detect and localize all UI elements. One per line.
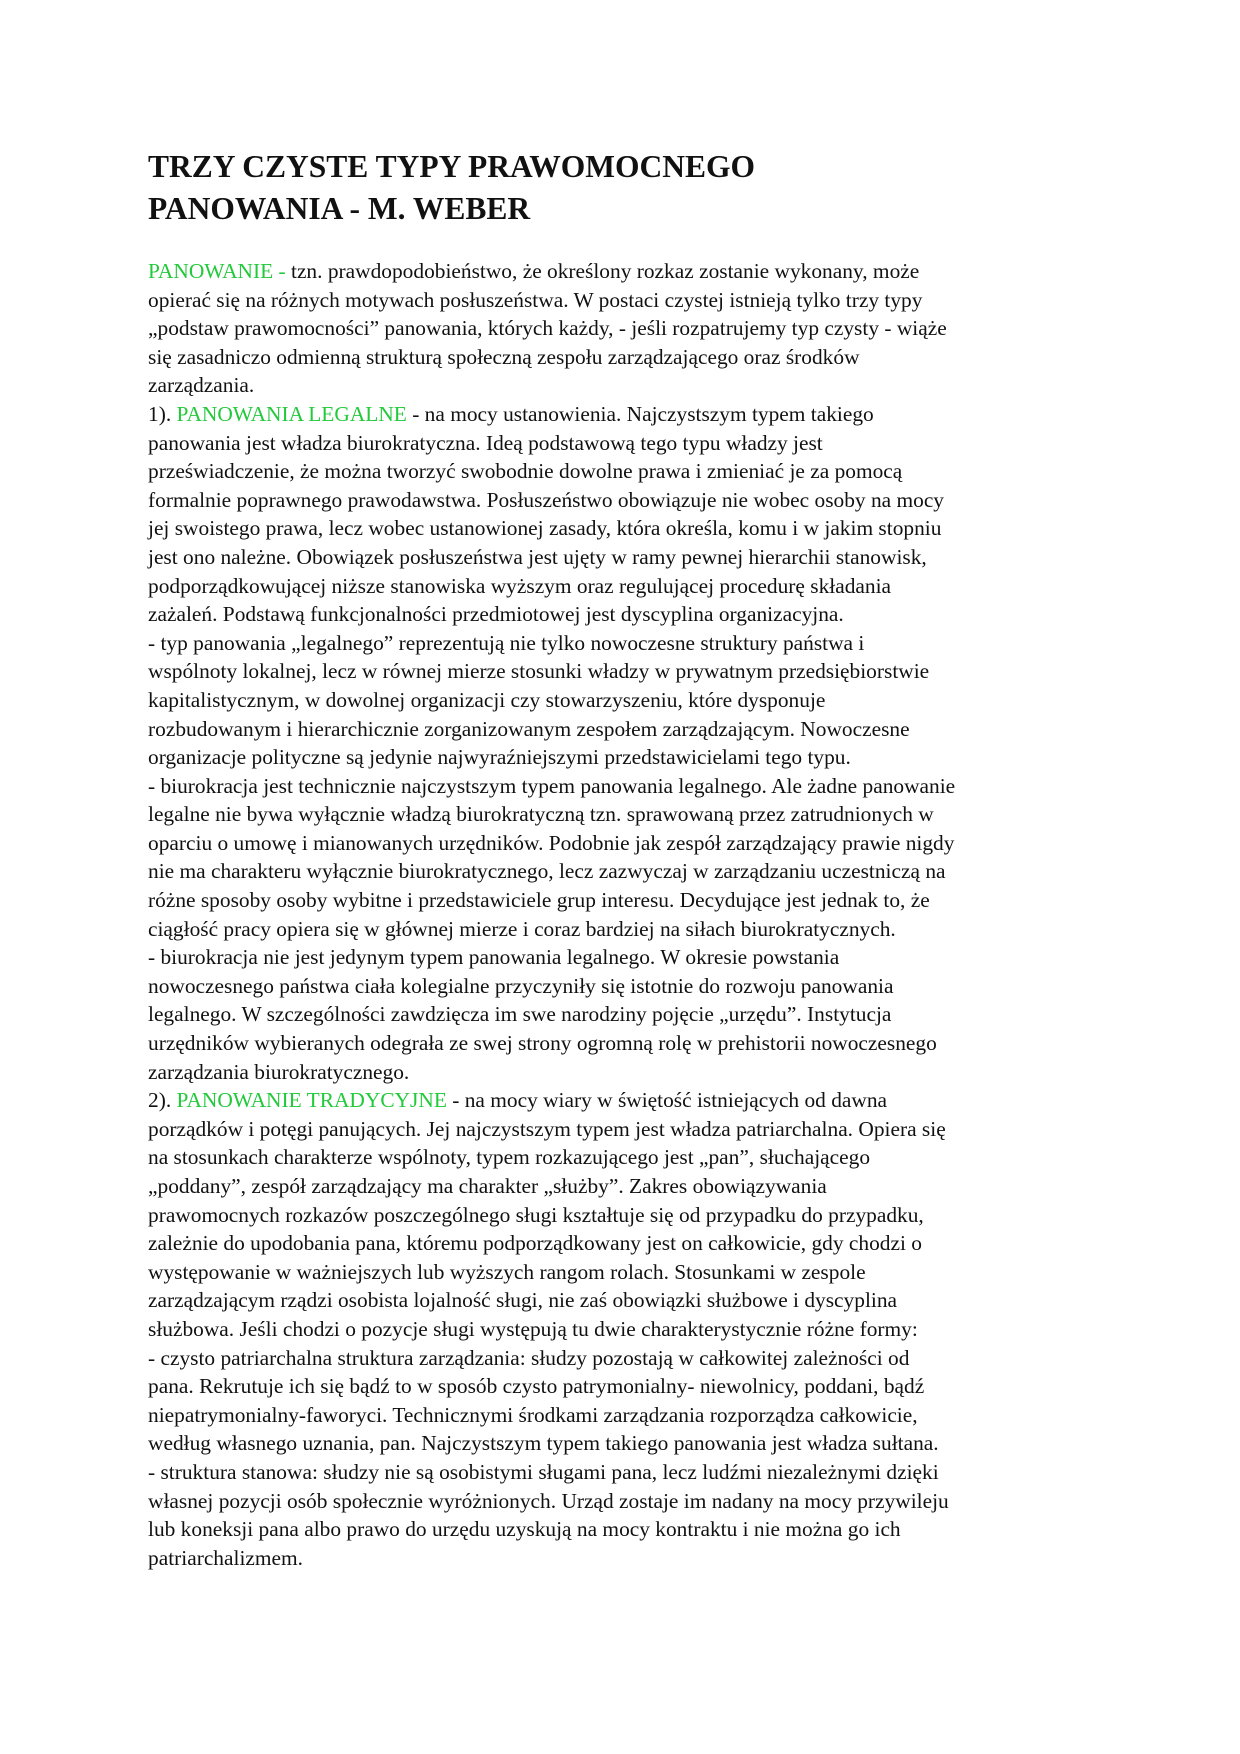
title-line-2: PANOWANIA - M. WEBER: [148, 191, 531, 226]
title-line-1: TRZY CZYSTE TYPY PRAWOMOCNEGO: [148, 149, 756, 184]
document-title: [148, 146, 1098, 230]
document-body: [148, 257, 1098, 1572]
section-2-term: PANOWANIE TRADYCYJNE: [176, 1088, 453, 1113]
intro-term: PANOWANIE -: [148, 259, 291, 283]
document-page: [148, 146, 1098, 1572]
section-1-text: - na mocy ustanowienia. Najczystszym typem takiego panowania jest władza biurokratyczna. Ideą podstawową tego typu władzy jest przeświadczenie, że można tworzyć swobodnie dowolne prawa i zmieniać je za pomocą formalnie poprawnego prawodawstwa. Posłuszeństwo obowiązuje nie wobec osoby na mocy jej swoistego prawa, lecz wobec ustanowionej zasady, która określa, komu i w jakim stopniu jest ono należne. Obowiązek posłuszeństwa jest ujęty w ramy pewnej hierarchii stanowisk, podporządkowującej niższe stanowiska wyższym oraz regulującej procedurę składania zażaleń. Podstawą funkcjonalności przedmiotowej jest dyscyplina organizacyjna. - typ panowania „legalnego” reprezentują nie tylko nowoczesne struktury państwa i wspólnoty lokalnej, lecz w równej mierze stosunki władzy w prywatnym przedsiębiorstwie kapitalistycznym, w dowolnej organizacji czy stowarzyszeniu, które dysponuje rozbudowanym i hierarchicznie zorganizowanym zespołem zarządzającym. Nowoczesne organizacje polityczne są jedynie najwyraźniejszymi przedstawicielami tego typu. - biurokracja jest technicznie najczystszym typem panowania legalnego. Ale żadne panowanie legalne nie bywa wyłącznie władzą biurokratyczną tzn. sprawowaną przez zatrudnionych w oparciu o umowę i mianowanych urzędników. Podobnie jak zespół zarządzający prawie nigdy nie ma charakteru wyłącznie biurokratycznego, lecz zazwyczaj w zarządzaniu uczestniczą na różne sposoby osoby wybitne i przedstawiciele grup interesu. Decydujące jest jednak to, że ciągłość pracy opiera się w głównej mierze i coraz bardziej na siłach biurokratycznych. - biurokracja nie jest jedynym typem panowania legalnego. W okresie powstania nowoczesnego państwa ciała kolegialne przyczyniły się istotnie do rozwoju panowania legalnego. W szczególności zawdzięcza im swe narodziny pojęcie „urzędu”. Instytucja urzędników wybieranych odegrała ze swej strony ogromną rolę w prehistorii nowoczesnego zarządzania biurokratycznego.: [148, 401, 956, 1084]
section-1-number: 1).: [148, 401, 177, 426]
section-1-term: PANOWANIA LEGALNE: [176, 401, 413, 426]
intro-text: tzn. prawdopodobieństwo, że określony rozkaz zostanie wykonany, może opierać się na różnych motywach posłuszeństwa. W postaci czystej istnieją tylko trzy typy „podstaw prawomocności” panowania, których każdy, - jeśli rozpatrujemy typ czysty - wiąże się zasadniczo odmienną strukturą społeczną zespołu zarządzającego oraz środków zarządzania.: [148, 259, 947, 398]
section-2-number: 2).: [148, 1088, 177, 1113]
section-2-text: - na mocy wiary w świętość istniejących od dawna porządków i potęgi panujących. Jej najczystszym typem jest władza patriarchalna. Opiera się na stosunkach charakterze wspólnoty, typem rozkazującego jest „pan”, słuchającego „poddany”, zespół zarządzający ma charakter „służby”. Zakres obowiązywania prawomocnych rozkazów poszczególnego sługi kształtuje się od przypadku do przypadku, zależnie do upodobania pana, któremu podporządkowany jest on całkowicie, gdy chodzi o występowanie w ważniejszych lub wyższych rangom rolach. Stosunkami w zespole zarządzającym rządzi osobista lojalność sługi, nie zaś obowiązki służbowe i dyscyplina służbowa. Jeśli chodzi o pozycje sługi występują tu dwie charakterystycznie różne formy: - czysto patriarchalna struktura zarządzania: słudzy pozostają w całkowitej zależności od pana. Rekrutuje ich się bądź to w sposób czysto patrymonialny- niewolnicy, poddani, bądź niepatrymonialny-faworyci. Technicznymi środkami zarządzania rozporządza całkowicie, według własnego uznania, pan. Najczystszym typem takiego panowania jest władza sułtana. - struktura stanowa: słudzy nie są osobistymi sługami pana, lecz ludźmi niezależnymi dzięki własnej pozycji osób społecznie wyróżnionych. Urząd zostaje im nadany na mocy przywileju lub koneksji pana albo prawo do urzędu uzyskują na mocy kontraktu i nie można go ich patriarchalizmem.: [148, 1088, 949, 1570]
